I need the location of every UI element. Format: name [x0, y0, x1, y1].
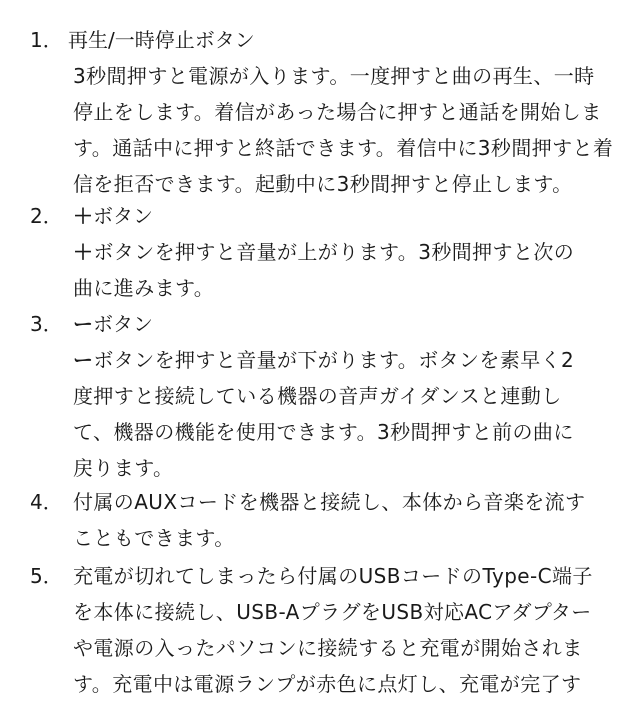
item-3-line: 度押すと接続している機器の音声ガイダンスと連動し — [73, 384, 562, 408]
item-1-line: 停止をします。着信があった場合に押すと通話を開始しま — [73, 100, 602, 124]
item-3-line: て、機器の機能を使用できます。3秒間押すと前の曲に — [73, 420, 574, 444]
item-2-line — [73, 234, 613, 270]
item-1-number: 1． — [30, 28, 63, 52]
item-5-number: 5． — [30, 564, 63, 588]
item-1 — [0, 22, 640, 202]
item-5-line: 充電が切れてしまったら付属のUSBコードのType-C端子 — [73, 564, 593, 588]
item-1-line: す。通話中に押すと終話できます。着信中に3秒間押すと着 — [73, 136, 614, 160]
item-1-title: 再生/一時停止ボタン — [68, 28, 255, 52]
item-3-line: 戻ります。 — [73, 456, 174, 480]
item-4-line: こともできます。 — [73, 526, 235, 550]
minus-icon: ー — [73, 312, 93, 336]
item-2 — [0, 198, 640, 306]
item-3-line — [73, 342, 613, 378]
item-4-number: 4． — [30, 490, 63, 514]
item-3-line-text: ボタンを押すと音量が下がります。ボタンを素早く2 — [93, 348, 575, 372]
item-5-body — [73, 558, 613, 702]
item-2-body — [73, 234, 613, 306]
item-1-line: 信を拒否できます。起動中に3秒間押すと停止します。 — [73, 172, 573, 196]
item-4 — [0, 484, 640, 556]
item-2-line: 曲に進みます。 — [73, 276, 215, 300]
item-3-number: 3． — [30, 312, 63, 336]
item-4-line: 付属のAUXコードを機器と接続し、本体から音楽を流す — [73, 490, 586, 514]
item-2-number: 2． — [30, 204, 63, 228]
item-3 — [0, 306, 640, 486]
item-2-title — [73, 198, 640, 234]
item-1-body — [73, 58, 613, 202]
item-3-title-text: ボタン — [93, 312, 153, 336]
item-5-line: す。充電中は電源ランプが赤色に点灯し、充電が完了す — [73, 672, 582, 696]
plus-icon: ＋ — [73, 240, 94, 264]
item-5-line: を本体に接続し、USB-AプラグをUSB対応ACアダプター — [73, 600, 592, 624]
item-1-line: 3秒間押すと電源が入ります。一度押すと曲の再生、一時 — [73, 64, 595, 88]
item-3-title — [73, 306, 640, 342]
plus-icon: ＋ — [73, 204, 93, 228]
item-2-title-text: ボタン — [93, 204, 153, 228]
item-2-line-text: ボタンを押すと音量が上がります。3秒間押すと次の — [93, 240, 575, 264]
item-4-body — [73, 484, 613, 556]
item-5 — [0, 558, 640, 702]
item-5-line: や電源の入ったパソコンに接続すると充電が開始されま — [73, 636, 583, 660]
item-3-body — [73, 342, 613, 486]
minus-icon: ー — [73, 348, 94, 372]
